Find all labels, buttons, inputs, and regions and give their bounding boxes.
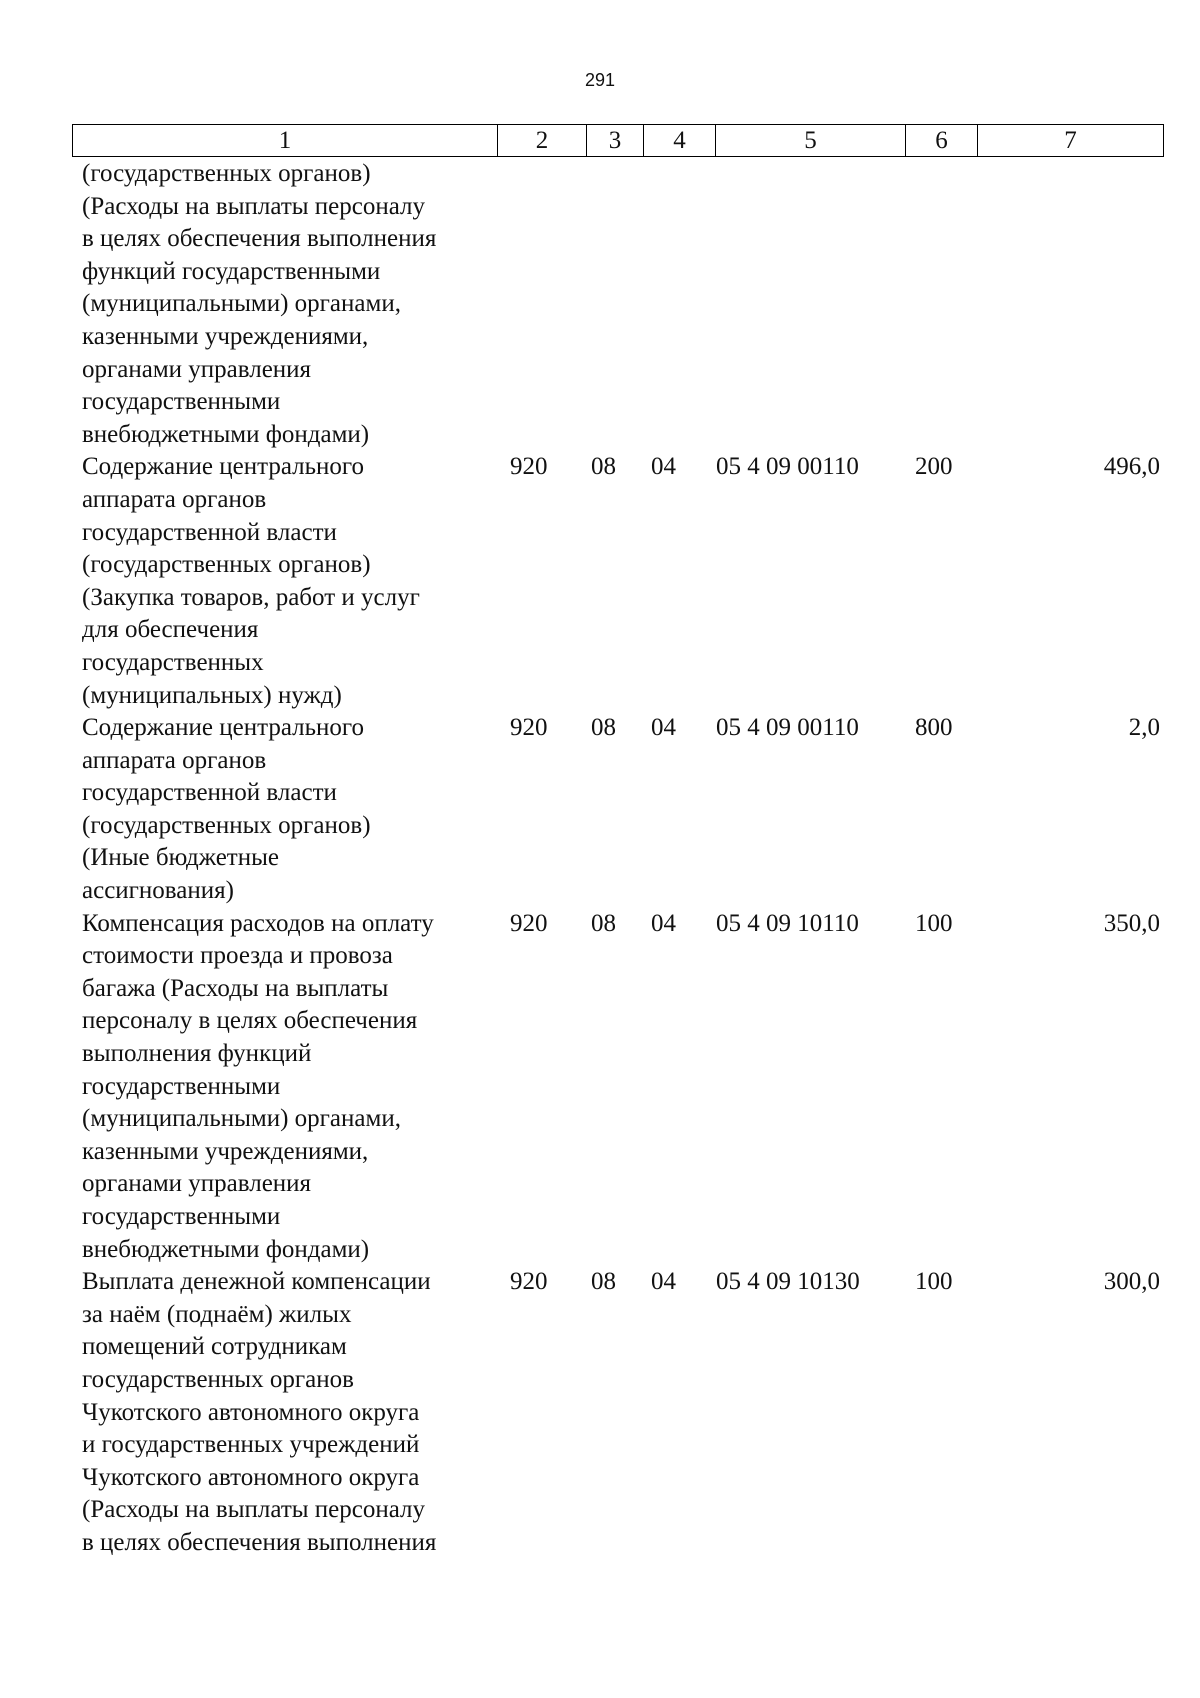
row-expense-type: 200 — [915, 453, 953, 481]
table-row — [72, 451, 1163, 712]
table-row — [72, 908, 1163, 1267]
table-body — [72, 158, 1163, 1560]
row-section: 08 — [591, 1268, 616, 1296]
row-ministry-code: 920 — [510, 453, 548, 481]
row-target-article: 05 4 09 10130 — [716, 1268, 860, 1296]
table-row — [72, 712, 1163, 908]
header-col-7: 7 — [978, 125, 1164, 157]
row-description: (государственных органов) (Расходы на выплаты персоналу в целях обеспечения выполнения функций государственными (муниципальными) органами, казенными учреждениями, органами управления государственными внебюджетными фондами) — [82, 160, 437, 448]
row-amount: 300,0 — [1103, 1268, 1160, 1296]
table-row — [72, 158, 1163, 451]
row-target-article: 05 4 09 00110 — [716, 453, 859, 481]
column-header-table — [72, 124, 1164, 157]
row-amount: 2,0 — [1128, 714, 1160, 742]
row-description: Содержание центрального аппарата органов государственной власти (государственных органов) (Иные бюджетные ассигнования) — [82, 714, 371, 905]
row-expense-type: 100 — [915, 909, 953, 937]
header-col-2: 2 — [498, 125, 587, 157]
row-ministry-code: 920 — [510, 714, 548, 742]
row-description: Компенсация расходов на оплату стоимости проезда и провоза багажа (Расходы на выплаты персоналу в целях обеспечения выполнения функций государственными (муниципальными) органами, казенными учреждениями, органами управления государственными внебюджетными фондами) — [82, 909, 434, 1263]
row-expense-type: 800 — [915, 714, 953, 742]
row-subsection: 04 — [651, 1268, 676, 1296]
header-col-1: 1 — [73, 125, 498, 157]
table-row — [72, 1266, 1163, 1559]
row-description: Выплата денежной компенсации за наём (поднаём) жилых помещений сотрудникам государственных органов Чукотского автономного округа и государственных учреждений Чукотского автономного округа (Расходы на выплаты персоналу в целях обеспечения выполнения — [82, 1268, 437, 1556]
row-subsection: 04 — [651, 714, 676, 742]
header-col-6: 6 — [906, 125, 978, 157]
row-subsection: 04 — [651, 453, 676, 481]
header-col-4: 4 — [644, 125, 716, 157]
row-amount: 350,0 — [1103, 909, 1160, 937]
row-section: 08 — [591, 909, 616, 937]
row-target-article: 05 4 09 10110 — [716, 909, 859, 937]
header-col-3: 3 — [587, 125, 644, 157]
row-description: Содержание центрального аппарата органов государственной власти (государственных органов) (Закупка товаров, работ и услуг для обеспечения государственных (муниципальных) нужд) — [82, 453, 420, 709]
header-col-5: 5 — [716, 125, 906, 157]
row-expense-type: 100 — [915, 1268, 953, 1296]
row-ministry-code: 920 — [510, 1268, 548, 1296]
row-section: 08 — [591, 714, 616, 742]
header-row — [73, 125, 1164, 157]
page-number: 291 — [584, 70, 616, 90]
row-subsection: 04 — [651, 909, 676, 937]
row-section: 08 — [591, 453, 616, 481]
row-amount: 496,0 — [1103, 453, 1160, 481]
row-target-article: 05 4 09 00110 — [716, 714, 859, 742]
row-ministry-code: 920 — [510, 909, 548, 937]
